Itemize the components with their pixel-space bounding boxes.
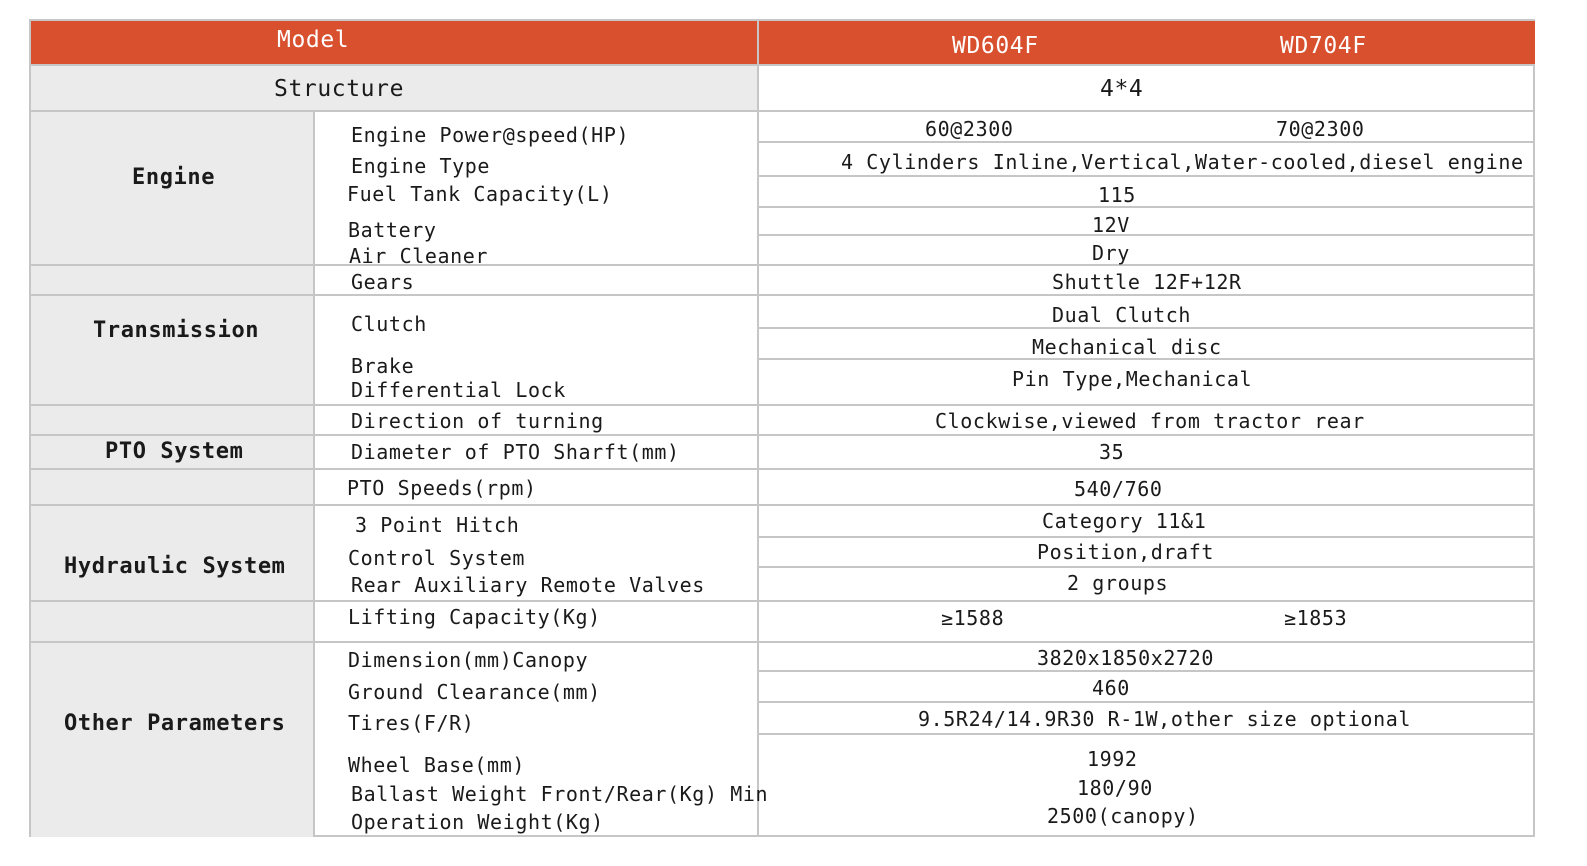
spec-table — [29, 19, 1535, 837]
rule-full — [31, 434, 1535, 436]
param-label: Engine Power@speed(HP) — [351, 123, 630, 147]
value-dimension: 3820x1850x2720 — [1037, 646, 1214, 670]
value-lift-wd604f: ≥1588 — [941, 606, 1005, 630]
rule-full — [31, 468, 1535, 470]
param-label: Differential Lock — [351, 378, 566, 402]
value-diff-lock: Pin Type,Mechanical — [1012, 367, 1253, 391]
group-pto: PTO System — [105, 439, 244, 464]
param-label: Tires(F/R) — [348, 711, 475, 735]
rule-values — [758, 670, 1535, 672]
param-label: Ballast Weight Front/Rear(Kg) Min — [351, 782, 769, 806]
param-label: Diameter of PTO Sharft(mm) — [351, 440, 680, 464]
rule-full — [31, 504, 1535, 506]
value-lift-wd704f: ≥1853 — [1284, 606, 1348, 630]
rule-values — [758, 701, 1535, 703]
value-wheel-base: 1992 — [1087, 747, 1138, 771]
value-pto-speeds: 540/760 — [1074, 477, 1163, 501]
value-fuel-tank: 115 — [1098, 183, 1136, 207]
value-air-cleaner: Dry — [1092, 241, 1130, 265]
rule-full — [31, 294, 1535, 296]
value-power-wd704f: 70@2300 — [1276, 117, 1365, 141]
param-label: Wheel Base(mm) — [348, 753, 525, 777]
value-direction: Clockwise,viewed from tractor rear — [935, 409, 1365, 433]
param-label: Operation Weight(Kg) — [351, 810, 604, 834]
model-header-cell — [31, 21, 758, 65]
group-other: Other Parameters — [64, 711, 286, 736]
param-label: 3 Point Hitch — [355, 513, 520, 537]
value-valves: 2 groups — [1067, 571, 1169, 595]
value-power-wd604f: 60@2300 — [925, 117, 1014, 141]
rule-values — [758, 234, 1535, 236]
param-label: Direction of turning — [351, 409, 604, 433]
group-transmission: Transmission — [93, 318, 260, 343]
value-battery: 12V — [1092, 213, 1130, 237]
param-label: Gears — [351, 270, 415, 294]
rule-values — [758, 536, 1535, 538]
rule-values — [758, 141, 1535, 143]
param-label: Rear Auxiliary Remote Valves — [351, 573, 705, 597]
param-label: Control System — [348, 546, 525, 570]
rule-values — [758, 733, 1535, 735]
param-label: Dimension(mm)Canopy — [348, 648, 589, 672]
rule-vertical-group — [313, 111, 315, 837]
param-label: Air Cleaner — [349, 244, 489, 268]
rule-values — [758, 206, 1535, 208]
param-label: Fuel Tank Capacity(L) — [347, 182, 613, 206]
group-hydraulic: Hydraulic System — [64, 554, 286, 579]
lifting-group-cell — [31, 601, 314, 642]
rule-vertical-main — [757, 21, 759, 837]
transmission-group-cell — [31, 295, 314, 405]
model-header-label: Model — [277, 27, 350, 53]
value-engine-type: 4 Cylinders Inline,Vertical,Water-cooled,diesel engine — [841, 150, 1524, 174]
value-pto-diameter: 35 — [1099, 440, 1125, 464]
value-clutch: Dual Clutch — [1052, 303, 1192, 327]
gears-group-cell — [31, 265, 314, 295]
group-engine: Engine — [132, 165, 216, 190]
rule-values — [758, 566, 1535, 568]
param-label: Engine Type — [351, 154, 491, 178]
rule-header — [31, 64, 1535, 66]
rule-full — [31, 641, 1535, 643]
param-label: Battery — [348, 218, 437, 242]
rule-structure — [31, 110, 1535, 112]
param-label: PTO Speeds(rpm) — [347, 476, 537, 500]
model-wd704f: WD704F — [1280, 33, 1367, 59]
rule-full — [31, 404, 1535, 406]
param-label: Lifting Capacity(Kg) — [348, 605, 601, 629]
other-group-cell — [31, 642, 314, 837]
value-operation-weight: 2500(canopy) — [1047, 804, 1199, 828]
hydraulic-group-cell — [31, 505, 314, 601]
model-wd604f: WD604F — [952, 33, 1039, 59]
pto-speeds-group-cell — [31, 469, 314, 505]
rule-values — [758, 327, 1535, 329]
param-label: Clutch — [351, 312, 427, 336]
rule-full — [31, 264, 1535, 266]
value-gears: Shuttle 12F+12R — [1052, 270, 1242, 294]
value-ground-clearance: 460 — [1092, 676, 1130, 700]
value-brake: Mechanical disc — [1032, 335, 1222, 359]
value-tires: 9.5R24/14.9R30 R-1W,other size optional — [918, 707, 1411, 731]
value-ballast: 180/90 — [1077, 776, 1153, 800]
param-label: Ground Clearance(mm) — [348, 680, 601, 704]
rule-full — [31, 600, 1535, 602]
model-names-header-cell — [758, 21, 1535, 65]
direction-group-cell — [31, 405, 314, 435]
structure-label: Structure — [274, 76, 405, 102]
value-hitch: Category 11&1 — [1042, 509, 1207, 533]
value-control: Position,draft — [1037, 540, 1214, 564]
param-label: Brake — [351, 354, 415, 378]
structure-value: 4*4 — [1100, 76, 1144, 102]
rule-values — [758, 175, 1535, 177]
